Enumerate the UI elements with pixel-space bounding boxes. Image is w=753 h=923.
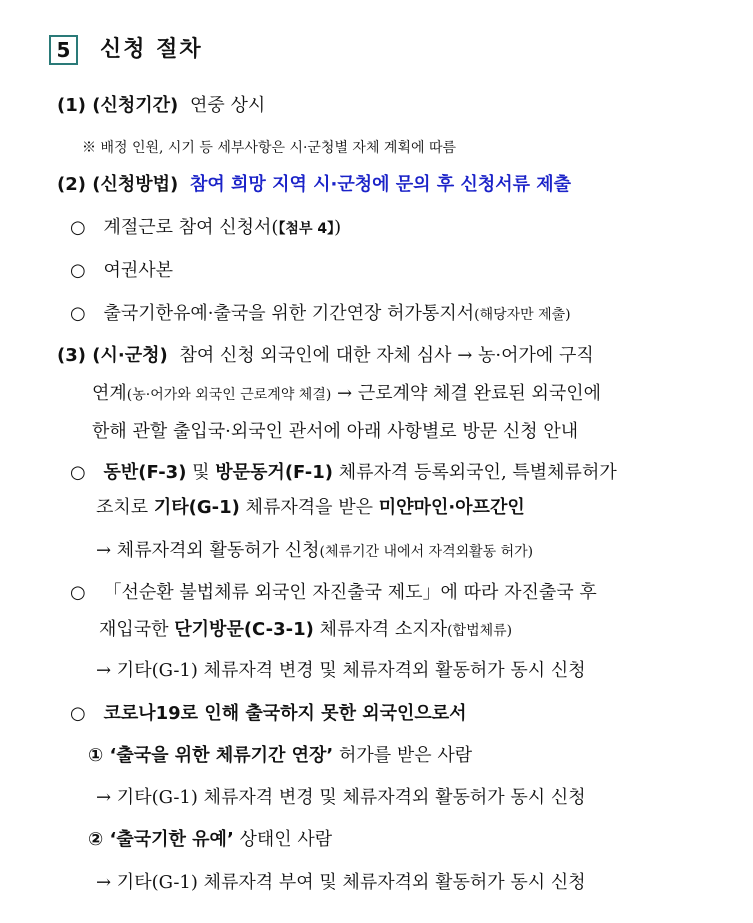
bullet-3-text: 코로나19로 인해 출국하지 못한 외국인으로서: [103, 703, 467, 724]
case-2-title: ② ‘출국기한 유예’: [88, 829, 234, 850]
list-item: [70, 215, 341, 242]
section-title: 신청 절차: [100, 37, 203, 62]
item-2: [57, 172, 571, 198]
bullet-circle: ○: [70, 462, 86, 483]
item-1-note: ※ 배정 인원, 시기 등 세부사항은 시·군청별 자체 계획에 따름: [82, 140, 457, 156]
list-item: [70, 258, 173, 284]
text: 체류자격 소지자: [313, 619, 448, 640]
item-3-line3: 한해 관할 출입국·외국인 관서에 아래 사항별로 방문 신청 안내: [92, 421, 579, 442]
case-1-text: 허가를 받은 사람: [333, 745, 473, 766]
nationalities: 미얀마인·아프간인: [378, 497, 525, 518]
item-1-text: 연중 상시: [189, 95, 266, 116]
case-1-arrow: → 기타(G-1) 체류자격 변경 및 체류자격외 활동허가 동시 신청: [96, 787, 586, 808]
item-3-line2: [92, 381, 601, 408]
case-2: [88, 827, 332, 853]
case-1-title: ① ‘출국을 위한 체류기간 연장’: [88, 745, 334, 766]
item-3-line2-note: (농·어가와 외국인 근로계약 체결): [126, 387, 332, 403]
list-item-text: 출국기한유예·출국을 위한 기간연장 허가통지서: [103, 303, 475, 324]
bullet-circle: ○: [70, 217, 86, 238]
item-3-line2-tail: → 근로계약 체결 완료된 외국인에: [331, 383, 602, 404]
list-item-text: 계절근로 참여 신청서(: [103, 217, 279, 238]
list-item-note: (해당자만 제출): [474, 307, 571, 323]
case-2-text: 상태인 사람: [233, 829, 333, 850]
bullet-circle: ○: [70, 260, 86, 281]
section-number-box: 5: [49, 35, 78, 65]
item-3-label: (3) (시·군청): [57, 345, 168, 366]
case-1: [88, 743, 472, 769]
bullet-2-line1: [70, 580, 597, 606]
bullet-2-line2: [99, 617, 512, 644]
item-3-line1: 참여 신청 외국인에 대한 자체 심사 → 농·어가에 구직: [179, 345, 594, 366]
list-item: [70, 301, 571, 328]
bullet-3-title: [70, 701, 467, 727]
list-item-attachment: 【첨부 4】: [278, 221, 335, 237]
item-2-text: 참여 희망 지역 시·군청에 문의 후 신청서류 제출: [189, 174, 572, 195]
bullet-circle: ○: [70, 703, 86, 724]
item-2-label: (2) (신청방법): [57, 174, 179, 195]
bullet-2-text: 「선순환 불법체류 외국인 자진출국 제도」에 따라 자진출국 후: [103, 582, 597, 603]
arrow-text: → 체류자격외 활동허가 신청: [96, 540, 320, 561]
bullet-1-line2: [96, 495, 525, 521]
item-3-line2-text: 연계: [92, 383, 127, 404]
item-3: [57, 343, 594, 369]
bullet-circle: ○: [70, 582, 86, 603]
item-1-label: (1) (신청기간): [57, 95, 179, 116]
visa-c31: 단기방문(C-3-1): [174, 619, 314, 640]
list-item-text: 여권사본: [103, 260, 174, 281]
list-item-tail: ): [334, 217, 342, 238]
arrow-note: (체류기간 내에서 자격외활동 허가): [319, 544, 534, 560]
text: 재입국한: [99, 619, 175, 640]
note: (합법체류): [447, 623, 513, 639]
item-1: [57, 93, 265, 119]
bullet-1-line1: [70, 460, 617, 486]
bullet-2-arrow: → 기타(G-1) 체류자격 변경 및 체류자격외 활동허가 동시 신청: [96, 660, 586, 681]
visa-f3: 동반(F-3): [103, 462, 187, 483]
text: 조치로: [96, 497, 154, 518]
bullet-1-arrow: [96, 538, 533, 565]
bullet-circle: ○: [70, 303, 86, 324]
visa-f1: 방문동거(F-1): [215, 462, 334, 483]
case-2-arrow: → 기타(G-1) 체류자격 부여 및 체류자격외 활동허가 동시 신청: [96, 872, 586, 893]
text: 및: [186, 462, 216, 483]
text: 체류자격을 받은: [239, 497, 379, 518]
text: 체류자격 등록외국인, 특별체류허가: [333, 462, 617, 483]
visa-g1: 기타(G-1): [153, 497, 240, 518]
